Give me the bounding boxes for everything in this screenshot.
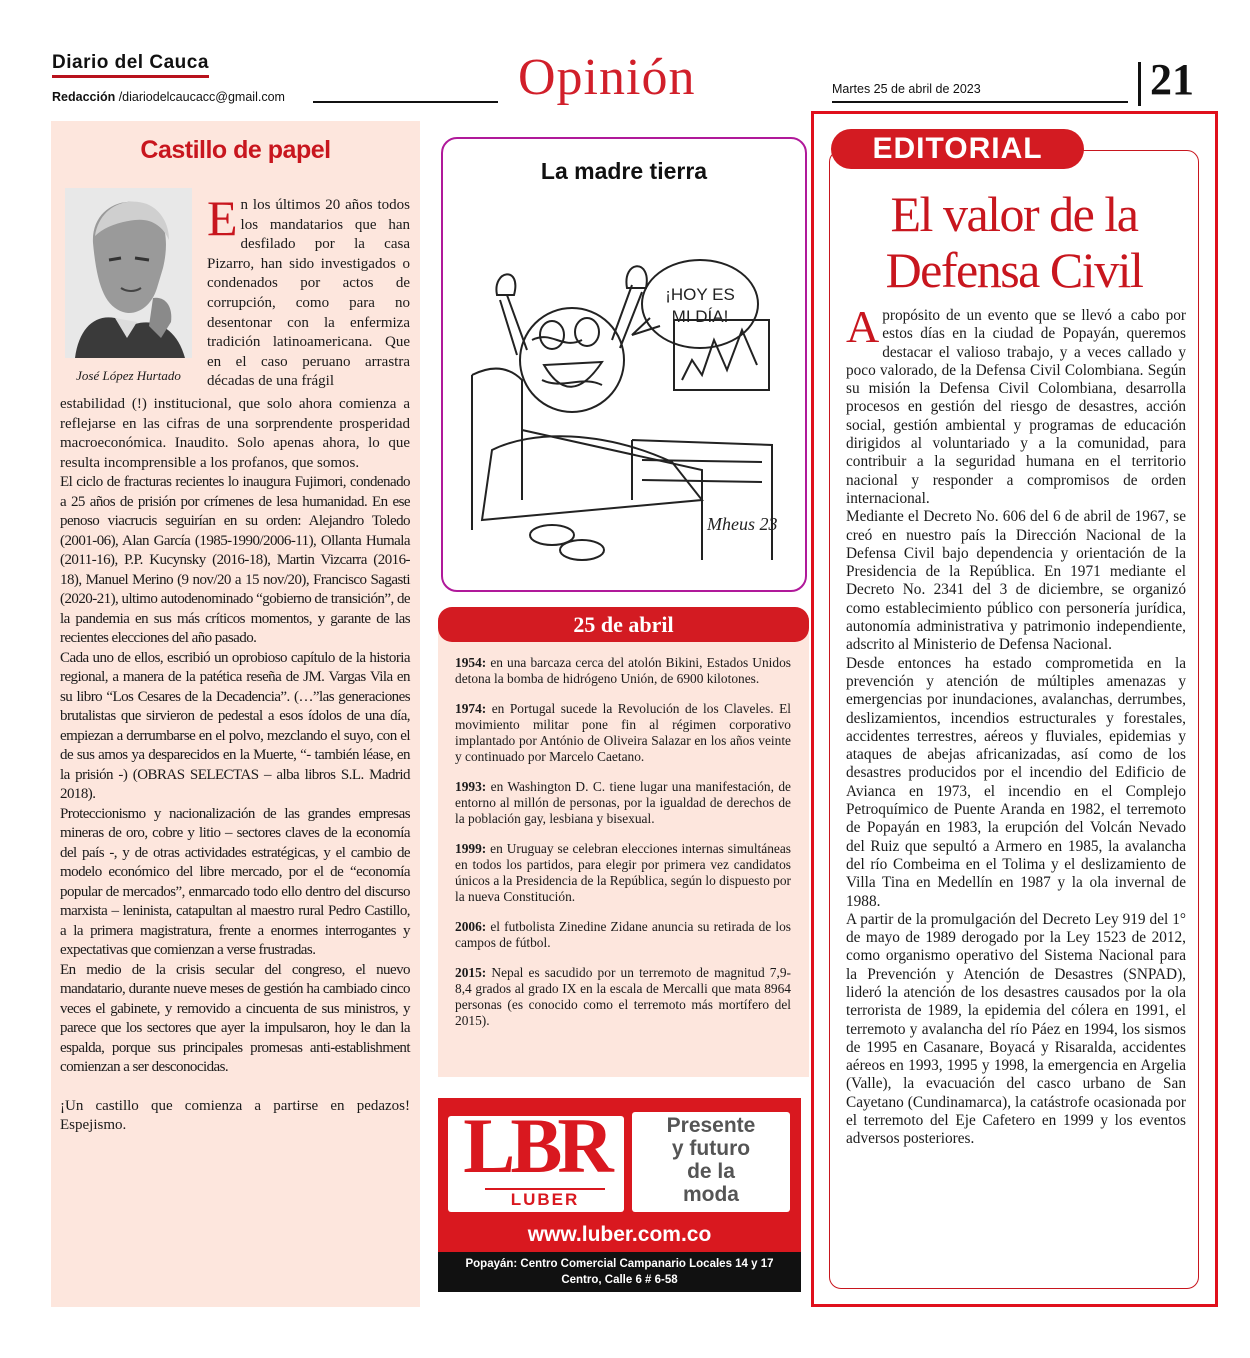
efemeride-text: en Uruguay se celebran elecciones internas simultáneas en todos los partidos, para elegir por primera vez candidatos únicos a la Presidencia de la República, según lo dispuesto por la nueva Constitución. [455,841,791,904]
ad-tagline-line: de la [687,1160,735,1183]
efemeride-year: 2015: [455,965,487,980]
column-dropcap: E [207,190,238,246]
date-line: Martes 25 de abril de 2023 [832,82,981,96]
column-paragraph: Cada uno de ellos, escribió un oprobioso capítulo de la historia regional, a manera de la patética reseña de JM. Vargas Vila en su libro “Los Cesares de la Decadencia”. (…”las generaciones brutalistas que sirvieron de pedestal a esos ídolos de una día, empiezan a derrumbarse en el polvo, mezclando el suyo, con el de sus amos ya desparecidos en la Muerte, “- también léase, en la prisión -) (OBRAS SELECTAS – alba libros S.L. Madrid 2018). [60,649,410,802]
blanket [482,436,702,520]
ad-tagline-line: y futuro [671,1137,751,1160]
efemeride-item [455,779,791,827]
editorial-paragraph: Desde entonces ha estado comprometida en la prevención y atención de múltiples amenazas y emergencias por inundaciones, avalanchas, derrumbes, deslizamientos, incendios estructurales y forestales, accidentes terrestres, aéreos y fluviales, epidemias y ataques de abejas africanizadas, así como de los desastres producidos por el incendio del Edificio de Avianca en 1973, el incendio en el Complejo Petroquímico de Puente Aranda en 1982, el terremoto de Popayán en 1983, la erupción del Volcán Nevado del Ruiz que sepultó a Armero en 1985, la avalancha del río Combeima en el Tolima y el deslizamiento de Villa Tina en Medellín en 1987 y la ola invernal de 1988. [846,654,1186,910]
earth-eye-left [540,321,564,349]
efemeride-item [455,919,791,951]
ad-address-line: Popayán: Centro Comercial Campanario Locales 14 y 17 [465,1258,774,1270]
cartoon-illustration [452,200,796,572]
column-title: Castillo de papel [140,136,331,164]
column-body [60,395,410,1136]
ad-address-line: Centro, Calle 6 # 6-58 [561,1274,678,1286]
author-name: José López Hurtado [76,368,181,383]
efemeride-item [455,841,791,905]
cartoon-signature: Mheus 23 [707,514,778,534]
slipper-right [560,540,604,560]
column-intro-text: n los últimos 20 años todos los mandatarios que han desfilado por la casa Pizarro, han sido investigados o condenados por actos de corrupción, como para no desentonar con la enfermiza tradición latinoamericana. Que en el caso peruano arrastra décadas de una frágil [207,197,410,390]
efemeride-item [455,701,791,765]
bed-headboard [472,369,522,530]
efemeride-year: 1974: [455,701,487,716]
masthead: Diario del Cauca [52,52,209,78]
editorial-paragraph-text: propósito de un evento que se llevó a cabo por estos días en la ciudad de Popayán, queremos destacar el valioso trabajo, y a veces callado y poco valorado, de la Defensa Civil Colombiana. Según su misión la Defensa Civil Colombiana, desarrolla procesos en gestión del riesgo de desastres, acción social, gestión ambiental y programas de educación dirigidos al voluntariado y a la comunidad, para contribuir a la seguridad humana en el territorio nacional y responder a compromisos de orden internacional. [846,307,1186,507]
cartoon-title: La madre tierra [540,158,708,184]
column-paragraph: El ciclo de fracturas recientes lo inaugura Fujimori, condenado a 25 años de prisión por crímenes de lesa humanidad. En ese penoso viacrucis seguirían en su orden: Alejandro Toledo (2001-06), Alan García (1985-1990/2006-11), Ollanta Humala (2011-16), P.P. Kucynsky (2016-18), Martin Vizcarra (2016-18), Manuel Merino (9 nov/20 a 15 nov/20), Francisco Sagasti (2020-21), ultimo autodenominado “gobierno de transición”, de la pandemia en sus más críticos momentos, y garante de las recientes elecciones del año pasado. [60,474,410,646]
editorial-title-line: Defensa Civil [885,242,1143,298]
efemeride-text: el futbolista Zinedine Zidane anuncia su retirada de los campos de fútbol. [455,919,791,950]
header-rule-right [832,101,1128,103]
ad-url-link[interactable]: www.luber.com.co [438,1222,801,1252]
earth-fist-right [626,266,646,288]
speech-line-1: ¡HOY ES [665,285,735,304]
window-skyline [682,330,757,380]
editorial-dropcap: A [846,301,880,352]
efemeride-text: en una barcaza cerca del atolón Bikini, Estados Unidos detona la bomba de hidrógeno Unión, de 6900 kilotones. [455,655,791,686]
efemeride-year: 2006: [455,919,487,934]
efemeride-text: en Washington D. C. tiene lugar una manifestación, de entorno al millón de personas, por la igualdad de derechos de la población gay, lesbiana y bisexual. [455,779,791,826]
editorial-paragraph: Mediante el Decreto No. 606 del 6 de abril de 1967, se creó en nuestro país la Dirección Nacional de la Defensa Civil bajo dependencia y orientación de la Presidencia de la República. En 1971 mediante el Decreto No. 2341 del 3 de diciembre, se organizó como establecimiento público con personería jurídica, autonomía administrativa y patrimonio independiente, adscrito al Ministerio de Defensa Nacional. [846,508,1186,654]
speech-bubble [642,260,758,348]
column-paragraph: En medio de la crisis secular del congreso, el nuevo mandatario, durante nueve meses de gestión ha cambiado cinco veces el gabinete, y removido a cincuenta de sus ministros, y parece que los sectores que ayer la impulsaron, hoy le dan la espalda, porque sus principales promesas anti-establishment comienzan a ser desconocidas. [60,961,410,1075]
column-intro [207,190,410,392]
efemeride-text: Nepal es sacudido por un terremoto de magnitud 7,9-8,4 grados al grado IX en la escala de Mercalli que mata 8964 personas (es conocido como el terremoto más mortífero del 2015). [455,965,791,1028]
ad-tagline [632,1112,790,1206]
efemeride-item [455,655,791,687]
redaccion-line [52,90,285,104]
ad-address [438,1252,801,1292]
efemeride-year: 1993: [455,779,487,794]
ad-brand: LUBER [485,1188,605,1210]
editorial-label: EDITORIAL [831,129,1084,169]
editorial-title [829,186,1199,298]
ad-tagline-line: Presente [666,1114,756,1137]
editorial-title-line: El valor de la [890,186,1138,242]
earth-head [520,308,624,412]
editorial-body [846,301,1186,1149]
column-paragraph: Proteccionismo y nacionalización de las grandes empresas mineras de oro, cobre y litio – sectores claves de la economía del país -, y de otras actividades estratégicas, y el cambio de modelo económico del libre mercado, por el de “economía popular de mercados”, enmarcado todo ello dentro del discurso marxista – leninista, catapultan al maestro rural Pedro Castillo, a la primera magistratura, frente a enormes interrogantes y expectativas que comienzan a verse frustradas. [60,805,410,958]
editorial-paragraph [846,301,1186,508]
speech-line-2: MI DÍA! [671,307,729,326]
section-title: Opinión [518,49,696,106]
column-closing: ¡Un castillo que comienza a partirse en pedazos! Espejismo. [60,1097,410,1133]
efemerides-title: 25 de abril [438,607,809,642]
column-continued-text: estabilidad (!) institucional, que solo ahora comienza a reflejarse en las cifras de una sorprendente prosperidad macroeconómica. Inaudito. Solo apenas ahora, lo que resulta incomprensible a los profanos, que somos. [60,396,410,471]
efemerides-list [455,655,791,1043]
efemeride-item [455,965,791,1029]
page-number-divider [1138,62,1141,106]
earth-eye-right [575,318,599,346]
earth-arm-right [612,285,642,348]
earth-fist-left [496,274,515,295]
efemeride-year: 1954: [455,655,487,670]
redaccion-label: Redacción [52,90,116,104]
header-rule-left [313,101,498,103]
page-number: 21 [1150,55,1194,104]
ad-logo: LBR [463,1102,609,1189]
bed-side [522,430,702,560]
ad-tagline-line: moda [682,1183,739,1206]
efemeride-text: en Portugal sucede la Revolución de los Claveles. El movimiento militar pone fin al régimen corporativo implantado por António de Oliveira Salazar en los años veinte y continuado por Marcelo Caetano. [455,701,791,764]
author-photo [65,188,192,358]
editorial-paragraph: A partir de la promulgación del Decreto Ley 919 del 1° de mayo de 1989 derogado por la Ley 1523 de 2012, como organismo operativo del Sistema Nacional para la Prevención y Atención de Desastres (SNPAD), lideró la atención de los desastres causados por la ola terrorista de 1989, la epidemia del cólera en 1991, el terremoto y avalancha del río Páez en 1994, los sismos de 1995 en Casanare, Boyacá y Risaralda, accidentes aéreos en 1993, 1995 y 1998, la emergencia en Argelia (Valle), la evacuación del casco urbano de San Cayetano (Cundinamarca), la catástrofe ocasionada por el terremoto del Eje Cafetero en 1999 y los eventos adversos posteriores. [846,910,1186,1148]
efemeride-year: 1999: [455,841,487,856]
redaccion-email: /diariodelcaucacc@gmail.com [118,90,285,104]
